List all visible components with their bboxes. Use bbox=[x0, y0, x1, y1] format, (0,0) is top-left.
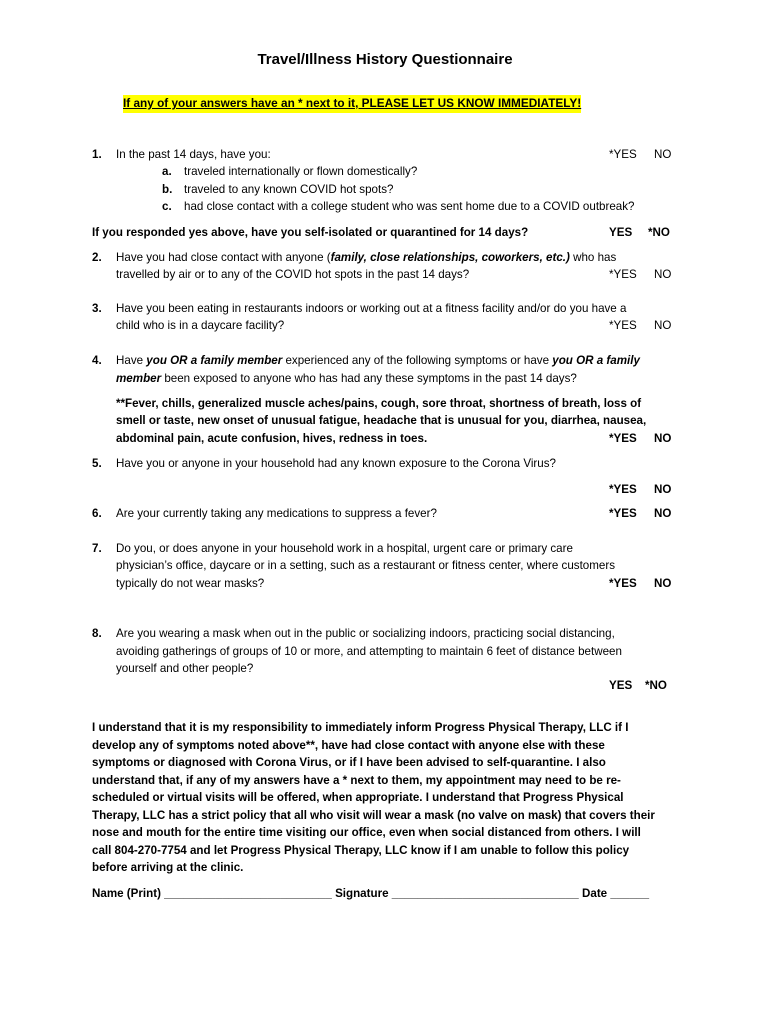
statement-line: call 804-270-7754 and let Progress Physical Therapy, LLC know if I am unable to follow this policy bbox=[92, 844, 630, 857]
signature-row bbox=[92, 885, 649, 903]
q2-number: 2. bbox=[92, 251, 102, 264]
q4-line2-b: been exposed to anyone who has had any these symptoms in the past 14 days? bbox=[161, 372, 577, 385]
q5-yes[interactable]: *YES bbox=[609, 483, 637, 496]
q4-line1-b: you OR a family member bbox=[146, 354, 283, 367]
statement-line: develop any of symptoms noted above**, have had close contact with anyone else with these bbox=[92, 739, 605, 752]
q7-no[interactable]: NO bbox=[654, 577, 672, 590]
q2-line1-emph: family, close relationships, coworkers, etc.) bbox=[330, 251, 570, 264]
q1-number: 1. bbox=[92, 148, 102, 161]
q8-no[interactable]: *NO bbox=[645, 679, 667, 692]
q4-symptoms-1: **Fever, chills, generalized muscle aches/pains, cough, sore throat, shortness of breath, loss of bbox=[116, 397, 642, 410]
q1a-letter: a. bbox=[162, 165, 172, 178]
q7-line3: typically do not wear masks? bbox=[116, 577, 265, 590]
q4-line1-c: experienced any of the following symptoms or have bbox=[282, 354, 553, 367]
q1-yes[interactable]: *YES bbox=[609, 148, 637, 161]
q7-line2: physician’s office, daycare or in a setting, such as a restaurant or fitness center, where customers bbox=[116, 559, 615, 572]
q2-line1-post: who has bbox=[569, 251, 617, 264]
q6-no[interactable]: NO bbox=[654, 507, 672, 520]
q3-yes[interactable]: *YES bbox=[609, 319, 637, 332]
statement-line: nose and mouth for the entire time visiting our office, even when social distanced from others. I will bbox=[92, 826, 641, 839]
q4-line2-a: member bbox=[116, 372, 162, 385]
q1a-text: traveled internationally or flown domestically? bbox=[184, 165, 418, 178]
statement-line: understand that, if any of my answers have a * next to them, my appointment may need to be re- bbox=[92, 774, 621, 787]
isolation-yes[interactable]: YES bbox=[609, 226, 633, 239]
q4-yes[interactable]: *YES bbox=[609, 432, 637, 445]
q5-no[interactable]: NO bbox=[654, 483, 672, 496]
q4-number: 4. bbox=[92, 354, 102, 367]
q2-line1-pre: Have you had close contact with anyone ( bbox=[116, 251, 331, 264]
q2-yes[interactable]: *YES bbox=[609, 268, 637, 281]
name-label: Name (Print) bbox=[92, 887, 161, 900]
q8-yes[interactable]: YES bbox=[609, 679, 633, 692]
q7-line1: Do you, or does anyone in your household work in a hospital, urgent care or primary care bbox=[116, 542, 573, 555]
q1b-text: traveled to any known COVID hot spots? bbox=[184, 183, 394, 196]
statement-line: before arriving at the clinic. bbox=[92, 861, 244, 874]
date-field[interactable]: ______ bbox=[610, 887, 650, 900]
q6-text: Are your currently taking any medications to suppress a fever? bbox=[116, 507, 437, 520]
q4-line1-a: Have bbox=[116, 354, 147, 367]
q4-line1 bbox=[116, 352, 640, 370]
statement-line: Therapy, LLC has a strict policy that all who visit will wear a mask (no valve on mask) that covers their bbox=[92, 809, 655, 822]
page-title: Travel/Illness History Questionnaire bbox=[257, 51, 513, 68]
statement-line: scheduled or virtual visits will be offered, when appropriate. I understand that Progress Physical bbox=[92, 791, 624, 804]
signature-field[interactable]: _____________________________ bbox=[391, 887, 579, 900]
q1b-letter: b. bbox=[162, 183, 173, 196]
q1-no[interactable]: NO bbox=[654, 148, 672, 161]
q7-number: 7. bbox=[92, 542, 102, 555]
q2-line1 bbox=[116, 249, 616, 267]
q3-line1: Have you been eating in restaurants indoors or working out at a fitness facility and/or do you have a bbox=[116, 302, 627, 315]
q3-line2: child who is in a daycare facility? bbox=[116, 319, 285, 332]
q4-no[interactable]: NO bbox=[654, 432, 672, 445]
q4-symptoms-2: smell or taste, new onset of unusual fatigue, headache that is unusual for you, diarrhea, nausea, bbox=[116, 414, 647, 427]
date-label: Date bbox=[582, 887, 608, 900]
warning-banner: If any of your answers have an * next to it, PLEASE LET US KNOW IMMEDIATELY! bbox=[123, 95, 581, 113]
q2-line2: travelled by air or to any of the COVID hot spots in the past 14 days? bbox=[116, 268, 470, 281]
q6-yes[interactable]: *YES bbox=[609, 507, 637, 520]
q6-number: 6. bbox=[92, 507, 102, 520]
q5-number: 5. bbox=[92, 457, 102, 470]
q8-number: 8. bbox=[92, 627, 102, 640]
isolation-no[interactable]: *NO bbox=[648, 226, 670, 239]
q1c-letter: c. bbox=[162, 200, 172, 213]
q8-line3: yourself and other people? bbox=[116, 662, 254, 675]
statement-line: I understand that it is my responsibility to immediately inform Progress Physical Therapy, LLC if I bbox=[92, 721, 629, 734]
q4-line2 bbox=[116, 370, 577, 388]
q4-symptoms-3: abdominal pain, acute confusion, hives, redness in toes. bbox=[116, 432, 428, 445]
q3-number: 3. bbox=[92, 302, 102, 315]
q8-line2: avoiding gatherings of groups of 10 or more, and attempting to maintain 6 feet of distance between bbox=[116, 645, 622, 658]
signature-label: Signature bbox=[335, 887, 389, 900]
q1-text: In the past 14 days, have you: bbox=[116, 148, 271, 161]
q1c-text: had close contact with a college student who was sent home due to a COVID outbreak? bbox=[184, 200, 635, 213]
name-field[interactable]: __________________________ bbox=[164, 887, 332, 900]
q5-text: Have you or anyone in your household had any known exposure to the Corona Virus? bbox=[116, 457, 556, 470]
isolation-question: If you responded yes above, have you self-isolated or quarantined for 14 days? bbox=[92, 226, 529, 239]
q4-line1-d: you OR a family bbox=[552, 354, 640, 367]
statement-line: symptoms or diagnosed with Corona Virus, or if I have been advised to self-quarantine. I also bbox=[92, 756, 606, 769]
q8-line1: Are you wearing a mask when out in the public or socializing indoors, practicing social distancing, bbox=[116, 627, 615, 640]
q2-no[interactable]: NO bbox=[654, 268, 672, 281]
q3-no[interactable]: NO bbox=[654, 319, 672, 332]
q7-yes[interactable]: *YES bbox=[609, 577, 637, 590]
